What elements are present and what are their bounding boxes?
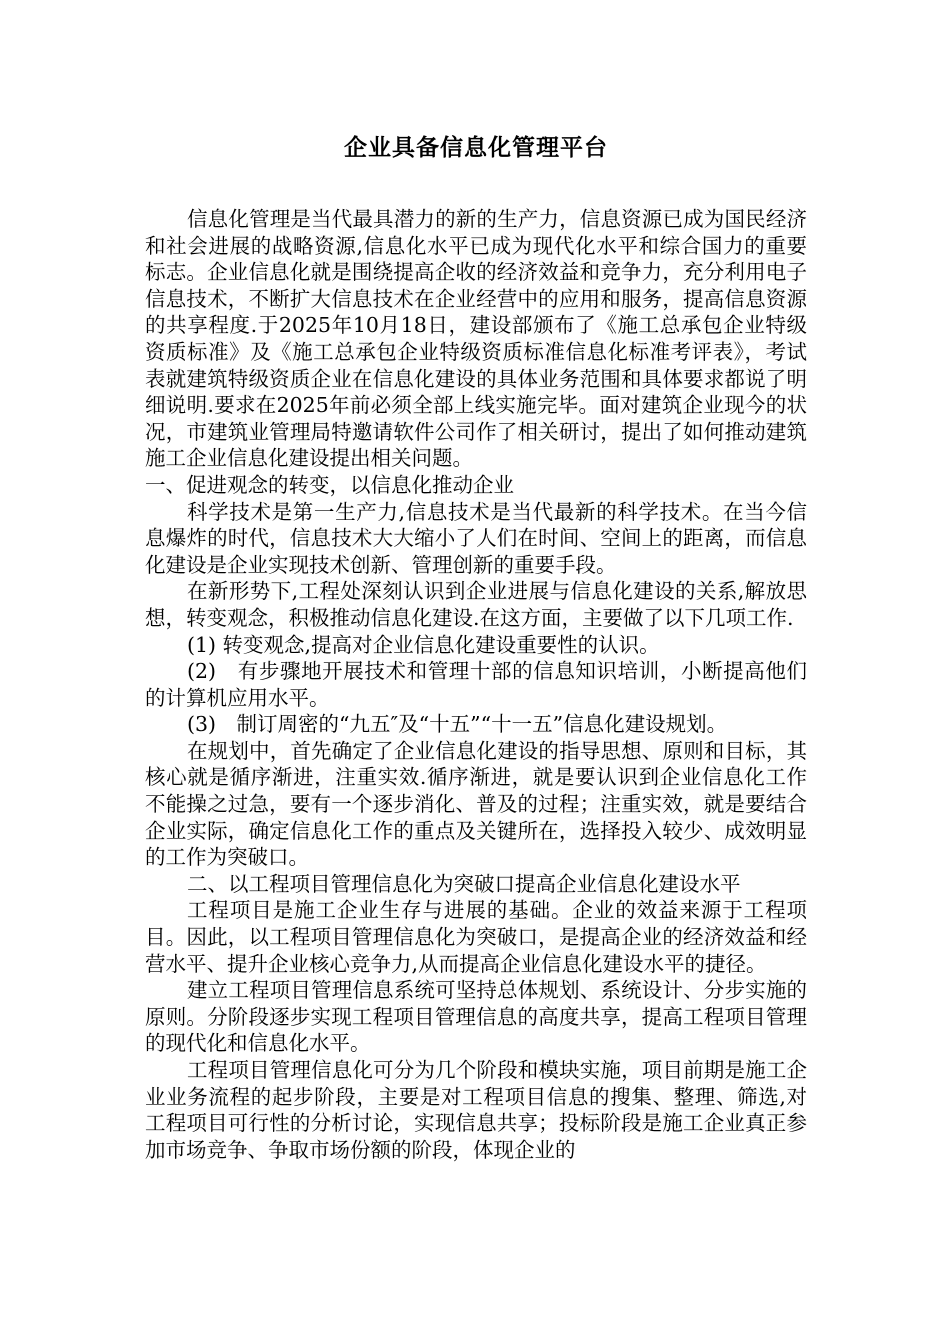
section-heading: 二、以工程项目管理信息化为突破口提高企业信息化建设水平	[187, 871, 741, 896]
paragraph: 工程项目管理信息化可分为几个阶段和模块实施，项目前期是施工企业业务流程的起步阶段，主要是对工程项目信息的搜集、整理、筛选,对工程项目可行性的分析讨论，实现信息共享；投标阶段是施工企业真正参加市场竞争、争取市场份额的阶段，体现企业的	[145, 1058, 807, 1162]
list-item: (1) 转变观念,提高对企业信息化建设重要性的认识。	[187, 632, 660, 657]
document-page	[145, 128, 807, 1163]
document-title: 企业具备信息化管理平台	[344, 134, 608, 161]
paragraph: 科学技术是第一生产力,信息技术是当代最新的科学技术。在当今信息爆炸的时代，信息技术大大缩小了人们在时间、空间上的距离，而信息化建设是企业实现技术创新、管理创新的重要手段。	[145, 499, 807, 577]
document-body	[145, 206, 807, 1163]
list-item: (3) 制订周密的“九五″及“十五”“十一五”信息化建设规划。	[187, 712, 728, 737]
paragraph: 工程项目是施工企业生存与进展的基础。企业的效益来源于工程项目。因此，以工程项目管理信息化为突破口，是提高企业的经济效益和经营水平、提升企业核心竞争力,从而提高企业信息化建设水平的捷径。	[145, 898, 807, 976]
paragraph: 在新形势下,工程处深刻认识到企业进展与信息化建设的关系,解放思想，转变观念，积极推动信息化建设.在这方面，主要做了以下几项工作.	[145, 579, 807, 630]
section-heading: 一、促进观念的转变，以信息化推动企业	[145, 472, 514, 497]
paragraph: 在规划中，首先确定了企业信息化建设的指导思想、原则和目标，其核心就是循序渐进，注重实效.循序渐进，就是要认识到企业信息化工作不能操之过急，要有一个逐步消化、普及的过程；注重实效，就是要结合企业实际，确定信息化工作的重点及关键所在，选择投入较少、成效明显的工作为突破口。	[145, 738, 807, 870]
paragraph: 信息化管理是当代最具潜力的新的生产力，信息资源已成为国民经济和社会进展的战略资源,信息化水平已成为现代化水平和综合国力的重要标志。企业信息化就是围绕提高企收的经济效益和竞争力，充分利用电子信息技术，不断扩大信息技术在企业经营中的应用和服务，提高信息资源的共享程度.于2025年10月18日，建设部颁布了《施工总承包企业特级资质标准》及《施工总承包企业特级资质标准信息化标准考评表》，考试表就建筑特级资质企业在信息化建设的具体业务范围和具体要求都说了明细说明.要求在2025年前必须全部上线实施完毕。面对建筑企业现今的状况，市建筑业管理局特邀请软件公司作了相关研讨，提出了如何推动建筑施工企业信息化建设提出相关问题。	[145, 207, 807, 471]
list-item: (2) 有步骤地开展技术和管理十部的信息知识培训，小断提高他们的计算机应用水平。	[145, 659, 807, 710]
paragraph: 建立工程项目管理信息系统可坚持总体规划、系统设计、分步实施的原则。分阶段逐步实现工程项目管理信息的高度共享，提高工程项目管理的现代化和信息化水平。	[145, 978, 807, 1056]
